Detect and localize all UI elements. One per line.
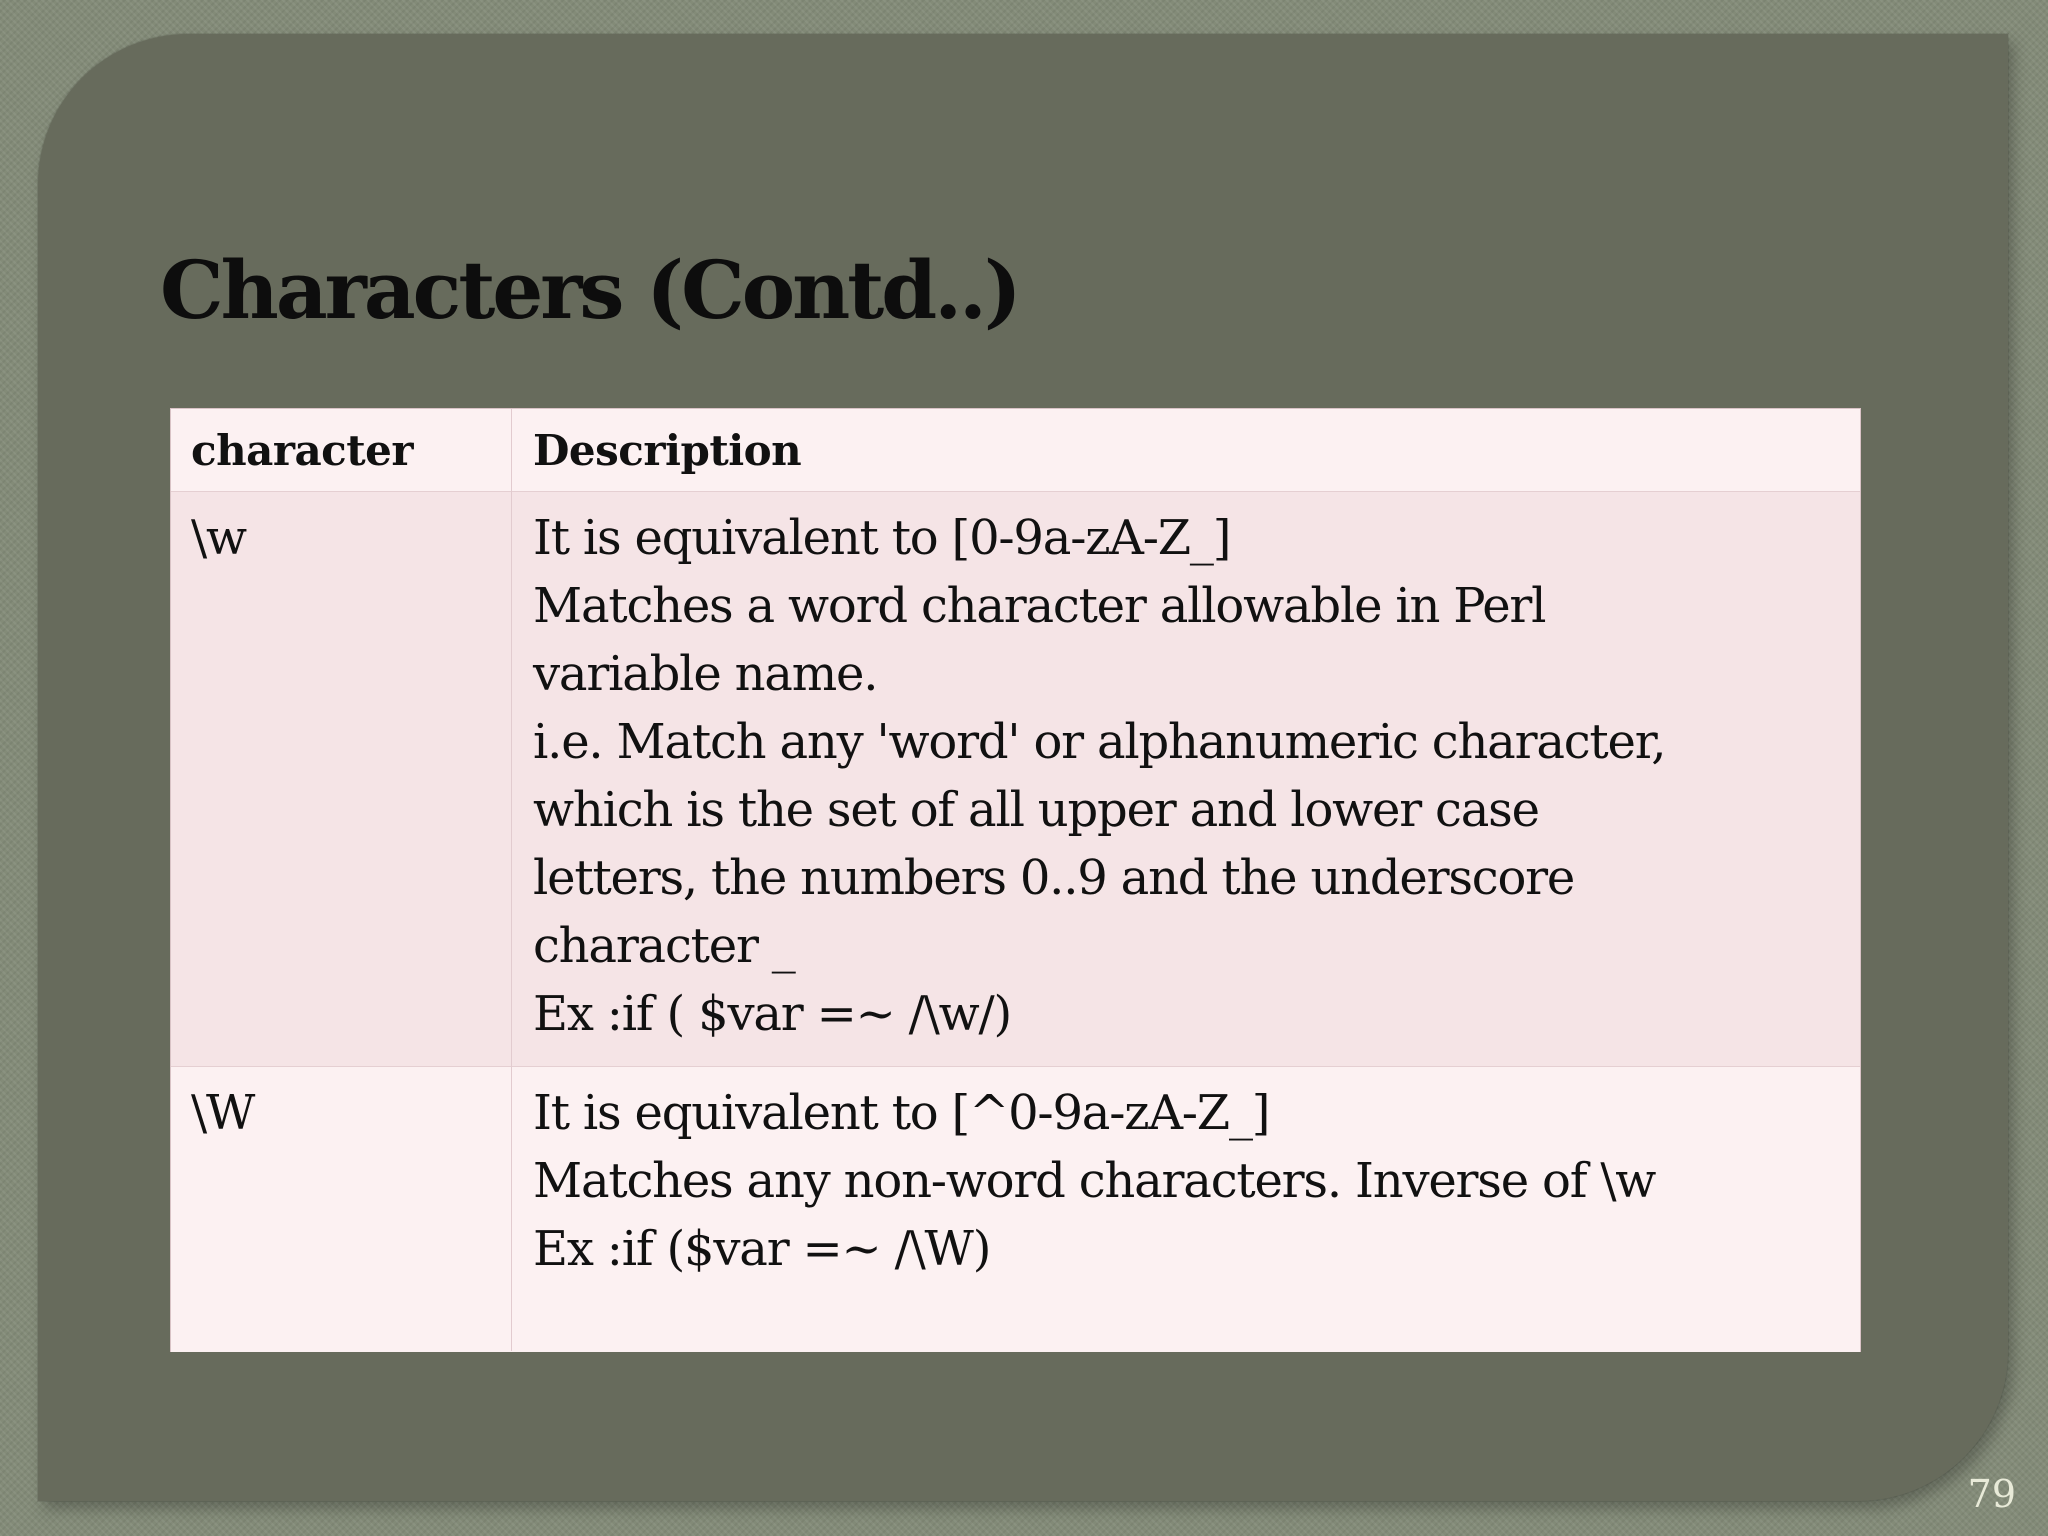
table-header-row — [171, 409, 1860, 492]
description-line: letters, the numbers 0..9 and the underscore — [533, 850, 1575, 906]
table-row — [171, 492, 1860, 1067]
header-character: character — [191, 426, 413, 475]
description-line: Matches a word character allowable in Perl — [533, 578, 1546, 634]
description-line: which is the set of all upper and lower case — [533, 782, 1539, 838]
table-row — [171, 1067, 1860, 1352]
description-line: It is equivalent to [^0-9a-zA-Z_] — [533, 1085, 1270, 1141]
header-description: Description — [533, 426, 802, 475]
cell-description — [533, 1067, 1843, 1283]
cell-character: \W — [191, 1085, 255, 1141]
description-line: character _ — [533, 918, 795, 974]
description-line: Ex :if ($var =~ /\W) — [533, 1221, 991, 1277]
character-table — [170, 408, 1861, 1352]
description-line: It is equivalent to [0-9a-zA-Z_] — [533, 510, 1231, 566]
page-number: 79 — [1967, 1472, 2016, 1516]
column-divider — [511, 409, 512, 1351]
description-line: Ex :if ( $var =~ /\w/) — [533, 986, 1011, 1042]
description-line: variable name. — [533, 646, 878, 702]
slide-title: Characters (Contd..) — [160, 243, 1019, 337]
cell-description — [533, 492, 1843, 1048]
description-line: i.e. Match any 'word' or alphanumeric character, — [533, 714, 1666, 770]
description-line: Matches any non-word characters. Inverse of \w — [533, 1153, 1656, 1209]
cell-character: \w — [191, 510, 246, 566]
